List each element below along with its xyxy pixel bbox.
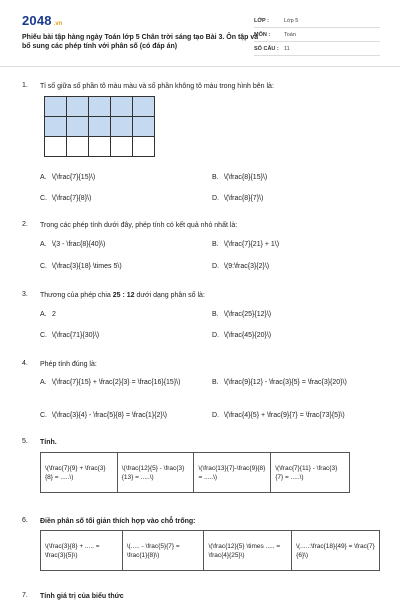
question-text: Điền phân số tối giản thích hợp vào chỗ trống: <box>40 518 196 525</box>
logo-text: 2048 <box>22 13 52 28</box>
fill-in-cell[interactable]: \(..... - \frac{5}{7} = \frac{1}{8}\) <box>122 531 204 571</box>
shaded-grid-figure <box>44 96 155 157</box>
document-header <box>0 0 400 62</box>
option-a[interactable] <box>40 378 192 387</box>
option-text: \(\frac{3}{4} - \frac{5}{8} = \frac{1}{2}\) <box>52 412 168 419</box>
calc-cell[interactable]: \(\frac{7}{11} - \frac{3}{7} = .....\) <box>271 453 350 493</box>
fill-in-cell[interactable]: \(.....:\frac{18}{49} = \frac{7}{6}\) <box>292 531 380 571</box>
calc-table <box>40 452 350 493</box>
option-text: \(\frac{7}{8}\) <box>52 195 92 202</box>
logo-domain: .vn <box>53 21 63 27</box>
meta-row-class <box>254 14 380 28</box>
option-a[interactable] <box>40 240 202 249</box>
meta-row-subject <box>254 28 380 42</box>
option-d[interactable] <box>212 411 374 420</box>
option-letter: B. <box>212 174 219 181</box>
header-divider <box>0 66 400 67</box>
meta-row-count <box>254 42 380 56</box>
question-text: Tính giá trị của biểu thức <box>40 593 124 600</box>
calc-cell[interactable]: \(\frac{7}{9} + \frac{3}{8} = .....\) <box>41 453 118 493</box>
question-number: 5. <box>22 438 28 445</box>
option-a[interactable] <box>40 310 202 319</box>
option-c[interactable] <box>40 411 202 420</box>
option-letter: A. <box>40 241 47 248</box>
meta-value: 11 <box>284 45 290 52</box>
option-c[interactable] <box>40 331 202 340</box>
option-letter: D. <box>212 412 219 419</box>
question-text-part: dưới dạng phân số là: <box>134 292 205 299</box>
question-text: Phép tính đúng là: <box>40 361 97 368</box>
fill-in-cell[interactable]: \(\frac{12}{5} \times ..... = \frac{4}{25}\) <box>204 531 292 571</box>
question-number: 1. <box>22 82 28 89</box>
option-text: \(\frac{7}{15}\) <box>52 174 96 181</box>
question-number: 3. <box>22 291 28 298</box>
option-text: \(\frac{4}{5} + \frac{9}{7} = \frac{73}{5}\) <box>224 412 345 419</box>
option-letter: A. <box>40 311 47 318</box>
option-letter: D. <box>212 263 219 270</box>
option-text: \(\frac{7}{21} + 1\) <box>224 241 280 248</box>
question-text: Tính. <box>40 439 57 446</box>
meta-label: SỐ CÂU : <box>254 45 279 52</box>
option-text: \(\frac{8}{15}\) <box>224 174 268 181</box>
option-text: \(\frac{8}{7}\) <box>224 195 264 202</box>
option-b[interactable] <box>212 173 374 182</box>
option-b[interactable] <box>212 378 364 387</box>
option-text: \(\frac{45}{20}\) <box>224 332 272 339</box>
option-text: \(\frac{7}{15} + \frac{2}{3} = \frac{16}{15}\) <box>52 379 181 386</box>
option-text: \(3 - \frac{8}{40}\) <box>52 241 106 248</box>
option-text: \(\frac{25}{12}\) <box>224 311 272 318</box>
meta-value: Toán <box>284 31 296 38</box>
meta-label: MÔN : <box>254 31 271 38</box>
option-letter: B. <box>212 379 219 386</box>
question-text <box>40 291 380 300</box>
site-logo[interactable] <box>22 14 62 28</box>
option-text: \(\frac{9}{12} - \frac{3}{5} = \frac{3}{20}\) <box>224 379 347 386</box>
calc-cell[interactable]: \(\frac{12}{5} - \frac{3}{13} = .....\) <box>117 453 194 493</box>
calc-cell[interactable]: \(\frac{13}{7}-\frac{9}{8} = .....\) <box>194 453 271 493</box>
option-d[interactable] <box>212 194 374 203</box>
document-title: Phiếu bài tập hàng ngày Toán lớp 5 Chân trời sáng tạo Bài 3. Ôn tập và bổ sung các phép tính với phân số (có đáp án) <box>22 34 259 50</box>
option-b[interactable] <box>212 310 374 319</box>
option-d[interactable] <box>212 331 374 340</box>
option-b[interactable] <box>212 240 374 249</box>
document-meta <box>254 14 380 56</box>
option-letter: C. <box>40 412 47 419</box>
question-text: Trong các phép tính dưới đây, phép tính có kết quả nhỏ nhất là: <box>40 222 238 229</box>
option-letter: D. <box>212 332 219 339</box>
question-text-part: Thương của phép chia <box>40 292 113 299</box>
option-text: 2 <box>52 311 56 318</box>
meta-value: Lớp 5 <box>284 17 299 24</box>
option-letter: B. <box>212 311 219 318</box>
option-text: \(\frac{3}{18} \times 5\) <box>52 263 122 270</box>
option-letter: A. <box>40 379 47 386</box>
option-letter: C. <box>40 263 47 270</box>
question-number: 6. <box>22 517 28 524</box>
option-letter: A. <box>40 174 47 181</box>
question-number: 4. <box>22 360 28 367</box>
question-text-bold: 25 : 12 <box>112 292 135 299</box>
option-a[interactable] <box>40 173 202 182</box>
option-letter: C. <box>40 332 47 339</box>
question-number: 2. <box>22 221 28 228</box>
option-text: \(9:\frac{3}{2}\) <box>224 263 270 270</box>
option-c[interactable] <box>40 194 202 203</box>
fill-in-table <box>40 530 380 571</box>
option-letter: C. <box>40 195 47 202</box>
fill-in-cell[interactable]: \(\frac{3}{8} + ..... = \frac{3}{5}\) <box>41 531 123 571</box>
question-text: Tỉ số giữa số phần tô màu màu và số phần không tô màu trong hình bên là: <box>40 83 274 90</box>
option-letter: B. <box>212 241 219 248</box>
question-number: 7. <box>22 592 28 599</box>
option-d[interactable] <box>212 262 374 271</box>
meta-label: LỚP : <box>254 17 269 24</box>
option-letter: D. <box>212 195 219 202</box>
option-text: \(\frac{71}{30}\) <box>52 332 100 339</box>
option-c[interactable] <box>40 262 202 271</box>
